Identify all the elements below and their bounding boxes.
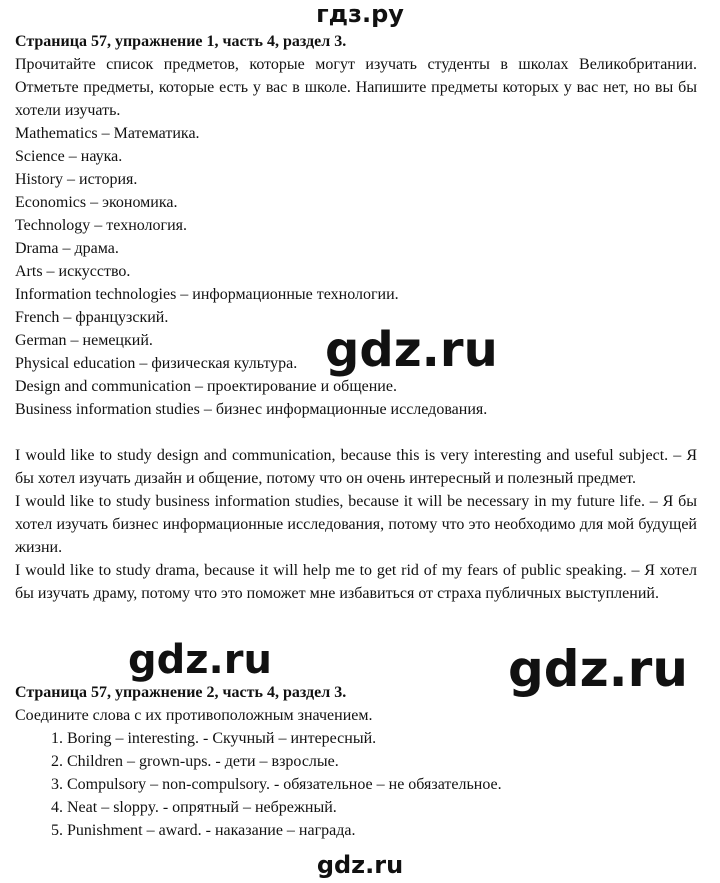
- site-title-top[interactable]: гдз.ру: [316, 0, 404, 28]
- exercise-2-heading: Страница 57, упражнение 2, часть 4, раздел 3.: [15, 684, 347, 701]
- answer-paragraph: I would like to study business information studies, because it will be necessary in my future life. – Я бы хотел изучать бизнес информационные исследования, потому что это необходимо для мой будущей жизни.: [15, 493, 697, 556]
- opposites-item: 2. Children – grown-ups. - дети – взрослые.: [67, 750, 697, 773]
- opposites-item: 3. Compulsory – non-compulsory. - обязательное – не обязательное.: [67, 773, 697, 796]
- exercise-2: [15, 681, 697, 842]
- subject-item: Drama – драма.: [15, 240, 119, 257]
- subject-item: Physical education – физическая культура.: [15, 355, 298, 372]
- subject-item: Technology – технология.: [15, 217, 188, 234]
- opposites-item: 5. Punishment – award. - наказание – награда.: [67, 819, 697, 842]
- exercise-1-instruction: Прочитайте список предметов, которые могут изучать студенты в школах Великобритании. Отметьте предметы, которые есть у вас в школе. Напишите предметы которых у вас нет, но вы бы хотели изучать.: [15, 56, 697, 119]
- watermark: gdz.ru: [325, 322, 498, 378]
- watermark: gdz.ru: [128, 637, 272, 683]
- subject-item: French – французский.: [15, 309, 169, 326]
- subject-item: Economics – экономика.: [15, 194, 178, 211]
- subject-item: Science – наука.: [15, 148, 123, 165]
- watermark: gdz.ru: [508, 640, 688, 698]
- exercise-1: [15, 30, 697, 605]
- subject-item: Arts – искусство.: [15, 263, 131, 280]
- subject-item: Business information studies – бизнес информационные исследования.: [15, 401, 488, 418]
- subject-item: Design and communication – проектирование и общение.: [15, 378, 397, 395]
- subject-item: German – немецкий.: [15, 332, 153, 349]
- opposites-item: 1. Boring – interesting. - Скучный – интересный.: [67, 727, 697, 750]
- opposites-list: [15, 727, 697, 842]
- opposites-item: 4. Neat – sloppy. - опрятный – небрежный.: [67, 796, 697, 819]
- subject-item: Mathematics – Математика.: [15, 125, 200, 142]
- exercise-2-instruction: Соедините слова с их противоположным значением.: [15, 707, 373, 724]
- blank-line: [15, 421, 697, 444]
- answer-paragraph: I would like to study drama, because it will help me to get rid of my fears of public speaking. – Я хотел бы изучать драму, потому что это поможет мне избавиться от страха публичных выступлений.: [15, 562, 697, 602]
- subject-item: Information technologies – информационные технологии.: [15, 286, 399, 303]
- exercise-1-heading: Страница 57, упражнение 1, часть 4, раздел 3.: [15, 33, 347, 50]
- answer-paragraph: I would like to study design and communication, because this is very interesting and useful subject. – Я бы хотел изучать дизайн и общение, потому что он очень интересный и полезный предмет.: [15, 447, 697, 487]
- site-title-bottom[interactable]: gdz.ru: [316, 851, 404, 879]
- subject-item: History – история.: [15, 171, 138, 188]
